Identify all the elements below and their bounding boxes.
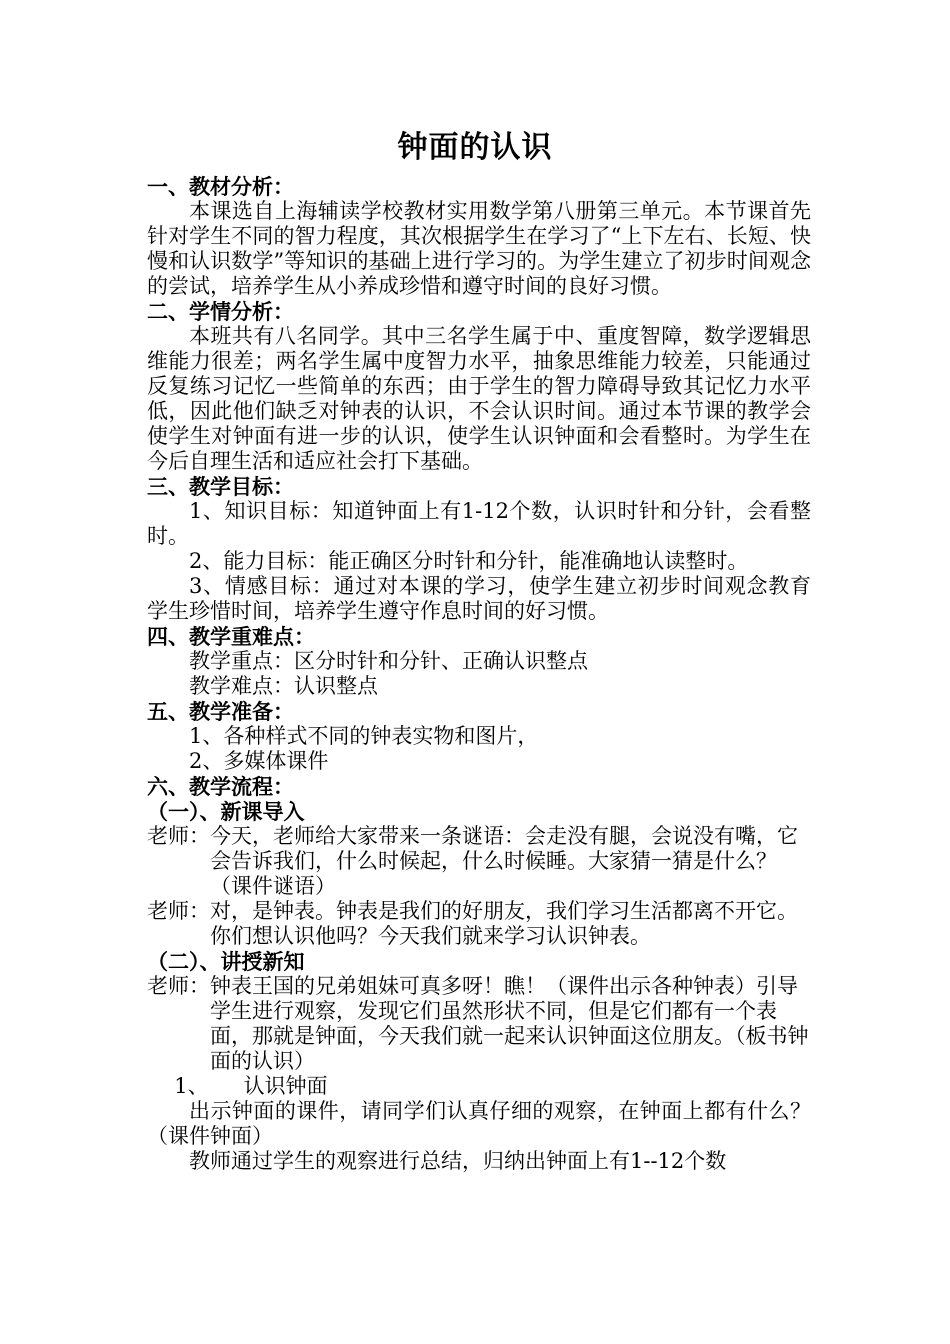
step-paragraph: 出示钟面的课件，请同学们认真仔细的观察，在钟面上都有什么？（课件钟面） <box>147 1099 811 1148</box>
key-point-item: 教学重点：区分时针和分针、正确认识整点 <box>189 649 588 673</box>
difficult-point-item: 教学难点：认识整点 <box>189 674 378 698</box>
dialog-line <box>147 824 811 899</box>
step-label: 认识钟面 <box>243 1074 328 1098</box>
goal-knowledge: 1、知识目标：知道钟面上有1-12个数，认识时针和分针，会看整时。 <box>147 499 811 548</box>
dialog-speaker: 老师： <box>147 824 210 848</box>
step-number: 1、 <box>174 1074 209 1098</box>
preparation-item: 2、多媒体课件 <box>189 749 329 773</box>
section-heading-teaching-goals: 三、教学目标： <box>147 474 294 499</box>
step-heading <box>147 1074 811 1099</box>
dialog-speaker: 老师： <box>147 899 210 923</box>
section-heading-key-points: 四、教学重难点： <box>147 624 315 649</box>
subsection-heading-new-knowledge: （二）、讲授新知 <box>147 949 305 974</box>
section-heading-student-analysis: 二、学情分析： <box>147 299 294 324</box>
dialog-speaker: 老师： <box>147 974 210 998</box>
goal-emotion: 3、情感目标：通过对本课的学习，使学生建立初步时间观念教育学生珍惜时间，培养学生遵守作息时间的好习惯。 <box>147 574 811 623</box>
dialog-text: 钟表王国的兄弟姐妹可真多呀！瞧！（课件出示各种钟表）引导学生进行观察，发现它们虽然形状不同，但是它们都有一个表面，那就是钟面，今天我们就一起来认识钟面这位朋友。（板书钟面的认识） <box>210 974 809 1073</box>
dialog-text: 今天，老师给大家带来一条谜语：会走没有腿，会说没有嘴，它会告诉我们，什么时候起，什么时候睡。大家猜一猜是什么？（课件谜语） <box>210 824 798 898</box>
step-paragraph: 教师通过学生的观察进行总结，归纳出钟面上有1--12个数 <box>189 1149 727 1173</box>
dialog-line <box>147 899 811 949</box>
section-heading-preparation: 五、教学准备： <box>147 699 294 724</box>
goal-ability: 2、能力目标：能正确区分时针和分针，能准确地认读整时。 <box>189 549 749 573</box>
page-title: 钟面的认识 <box>397 130 553 165</box>
preparation-item: 1、各种样式不同的钟表实物和图片， <box>189 724 539 748</box>
dialog-line <box>147 974 811 1074</box>
subsection-heading-introduction: （一）、新课导入 <box>147 799 305 824</box>
section-heading-material-analysis: 一、教材分析： <box>147 174 294 199</box>
material-analysis-text: 本课选自上海辅读学校教材实用数学第八册第三单元。本节课首先针对学生不同的智力程度，其次根据学生在学习了“上下左右、长短、快慢和认识数学”等知识的基础上进行学习的。为学生建立了初步时间观念的尝试，培养学生从小养成珍惜和遵守时间的良好习惯。 <box>147 199 811 298</box>
dialog-text: 对，是钟表。钟表是我们的好朋友，我们学习生活都离不开它。你们想认识他吗？今天我们就来学习认识钟表。 <box>210 899 798 948</box>
student-analysis-text: 本班共有八名同学。其中三名学生属于中、重度智障，数学逻辑思维能力很差；两名学生属中度智力水平，抽象思维能力较差，只能通过反复练习记忆一些简单的东西；由于学生的智力障碍导致其记忆力水平低，因此他们缺乏对钟表的认识，不会认识时间。通过本节课的教学会使学生对钟面有进一步的认识，使学生认识钟面和会看整时。为学生在今后自理生活和适应社会打下基础。 <box>147 324 811 473</box>
section-heading-teaching-process: 六、教学流程： <box>147 774 294 799</box>
document-body <box>147 174 811 1174</box>
